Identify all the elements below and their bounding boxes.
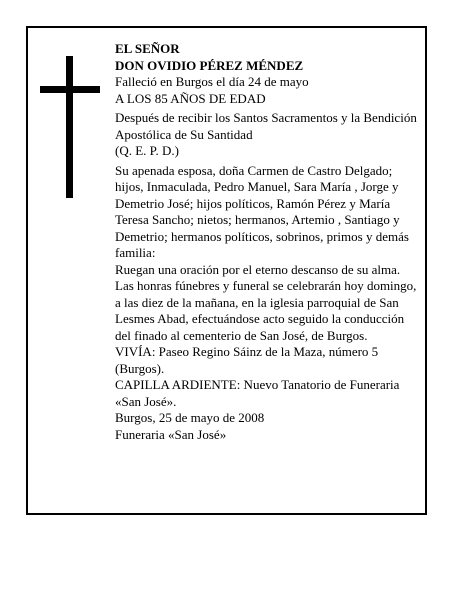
cross-horizontal-bar <box>40 86 100 93</box>
chapel-text: CAPILLA ARDIENTE: Nuevo Tanatorio de Funeraria «San José». <box>115 377 400 409</box>
notice-text <box>115 41 420 443</box>
funeral-text: Las honras fúnebres y funeral se celebrarán hoy domingo, a las diez de la mañana, en la iglesia parroquial de San Lesmes Abad, efectuándose acto seguido la conducción del finado al cementerio de San José, de Burgos. <box>115 278 417 343</box>
sacraments-text: Después de recibir los Santos Sacramentos y la Bendición Apostólica de Su Santidad <box>115 110 417 142</box>
deceased-name: DON OVIDIO PÉREZ MÉNDEZ <box>115 57 304 73</box>
prayer-text: Ruegan una oración por el eterno descanso de su alma. <box>115 261 401 277</box>
date-text: Burgos, 25 de mayo de 2008 <box>115 410 265 425</box>
cross-vertical-bar <box>66 56 73 198</box>
funeral-home-text: Funeraria «San José» <box>115 426 227 442</box>
death-info: Falleció en Burgos el día 24 de mayo <box>115 74 309 89</box>
age-line: A LOS 85 AÑOS DE EDAD <box>115 90 266 106</box>
qepd: (Q. E. P. D.) <box>115 143 179 158</box>
title-line1: EL SEÑOR <box>115 41 180 56</box>
residence-text: VIVÍA: Paseo Regino Sáinz de la Maza, número 5 (Burgos). <box>115 344 379 376</box>
family-text: Su apenada esposa, doña Carmen de Castro Delgado; hijos, Inmaculada, Pedro Manuel, Sara María , Jorge y Demetrio José; hijos políticos, Ramón Pérez y María Teresa Sancho; nietos; hermanos, Artemio , Santiago y Demetrio; hermanos políticos, sobrinos, primos y demás familia: <box>115 162 409 260</box>
obituary-notice <box>26 26 427 515</box>
